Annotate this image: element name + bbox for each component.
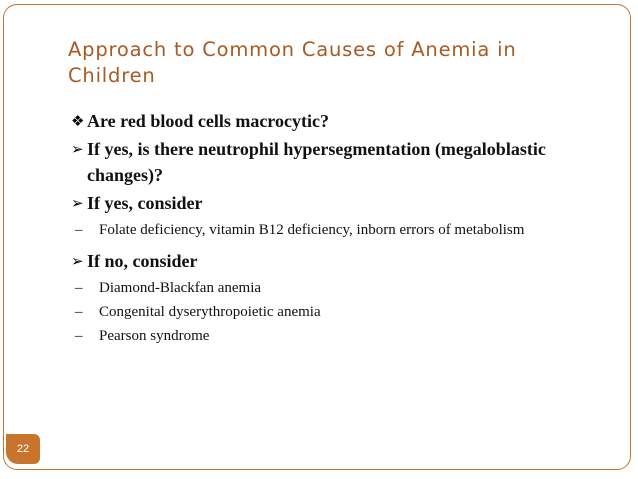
- bullet-text: Are red blood cells macrocytic?: [87, 111, 329, 131]
- subitem-text: Congenital dyserythropoietic anemia: [99, 304, 321, 320]
- diamond-bullet-icon: ❖: [71, 112, 85, 130]
- bullet-text: If yes, consider: [87, 193, 203, 213]
- subitem-no: [75, 276, 571, 300]
- bullet-hypersegmentation: [71, 136, 571, 188]
- subitem-text: Folate deficiency, vitamin B12 deficiency, inborn errors of metabolism: [99, 222, 525, 238]
- subitem-yes: [75, 218, 571, 242]
- slide-content: [71, 108, 571, 348]
- subitem-no: [75, 324, 571, 348]
- page-number-badge: 22: [6, 434, 40, 464]
- bullet-if-no: [71, 248, 571, 274]
- bullet-macrocytic: [71, 108, 571, 134]
- dash-bullet-icon: –: [75, 280, 83, 296]
- subitem-text: Diamond-Blackfan anemia: [99, 280, 262, 296]
- arrow-bullet-icon: ➢: [71, 252, 84, 270]
- bullet-text: If no, consider: [87, 251, 198, 271]
- slide-title: Approach to Common Causes of Anemia in Children: [68, 38, 517, 87]
- subitem-no: [75, 300, 571, 324]
- dash-bullet-icon: –: [75, 222, 83, 238]
- arrow-bullet-icon: ➢: [71, 140, 84, 158]
- dash-bullet-icon: –: [75, 328, 83, 344]
- subitem-text: Pearson syndrome: [99, 328, 210, 344]
- arrow-bullet-icon: ➢: [71, 194, 84, 212]
- dash-bullet-icon: –: [75, 304, 83, 320]
- bullet-if-yes: [71, 190, 571, 216]
- bullet-text: If yes, is there neutrophil hypersegmentation (megaloblastic changes)?: [87, 139, 546, 185]
